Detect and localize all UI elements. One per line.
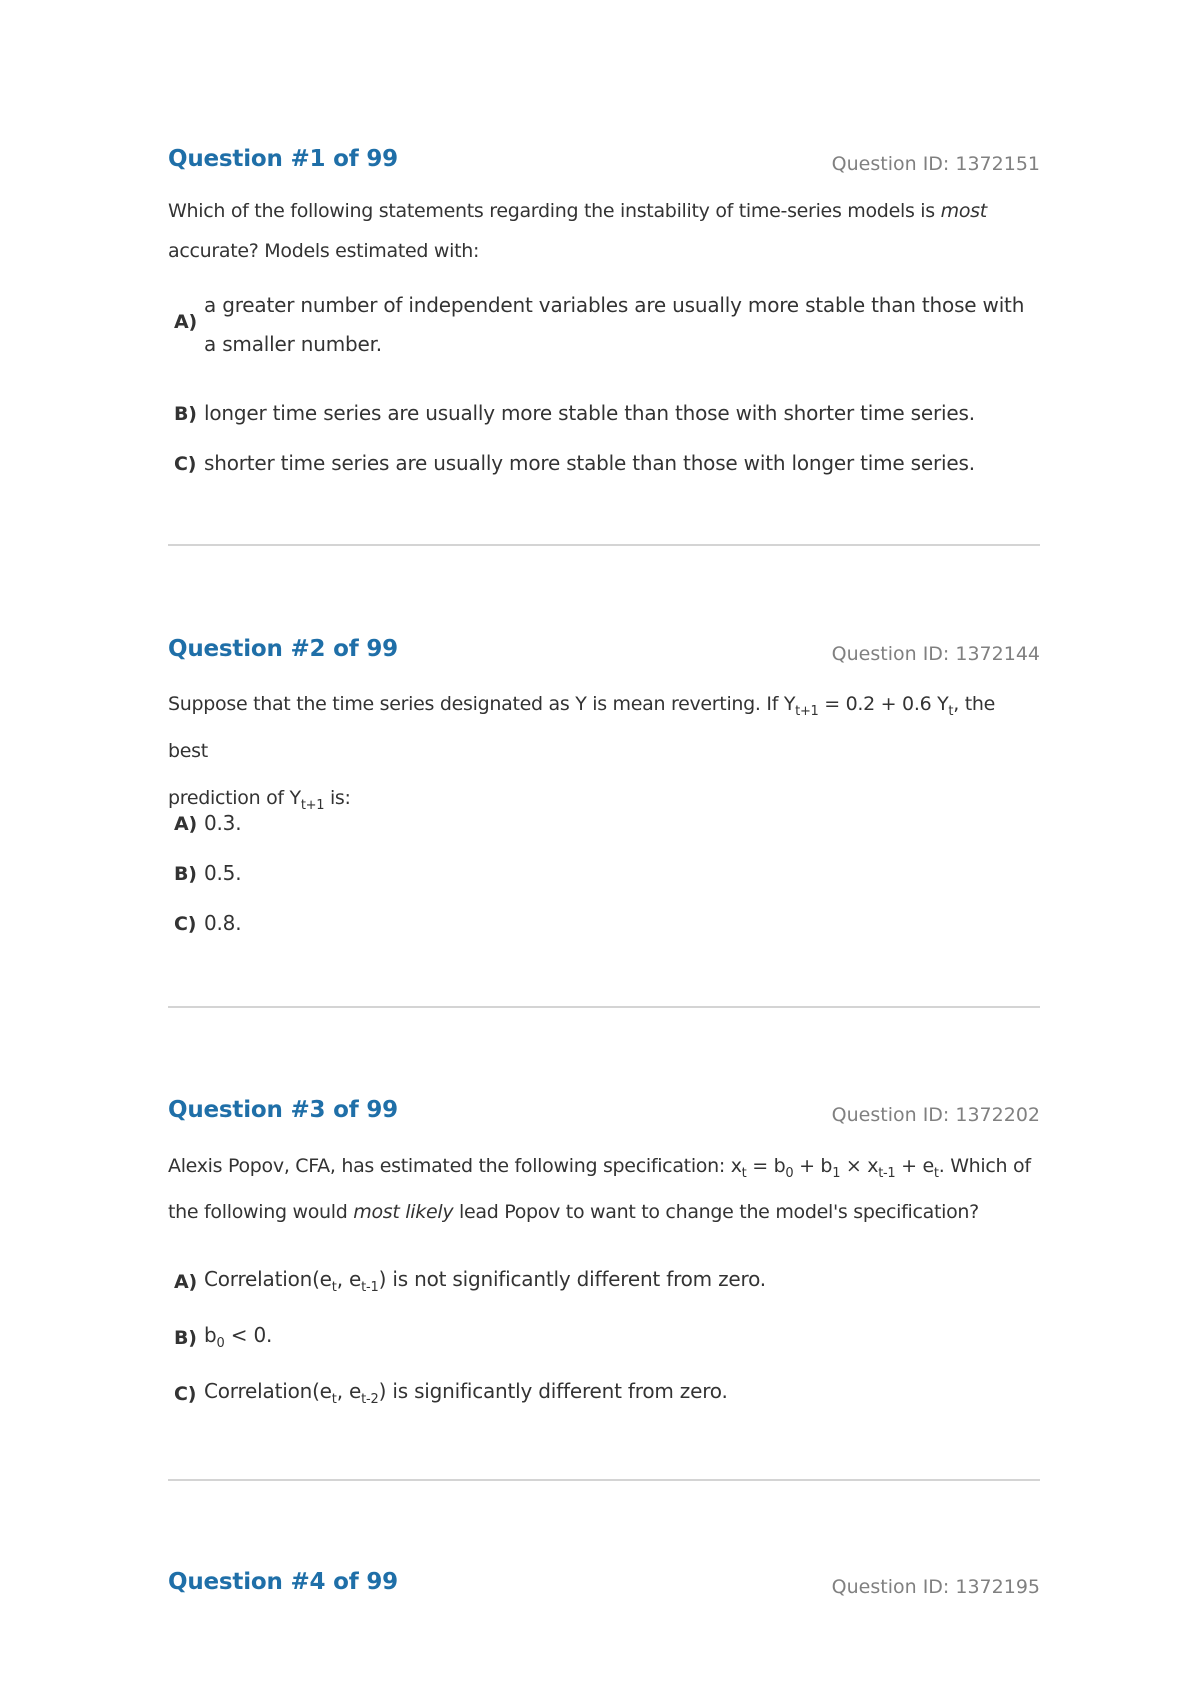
option-text: $Correlation(e_t$, $e_{t-2}$) is significantly different from zero. [204, 1379, 728, 1407]
option-text: 0.5. [204, 861, 242, 885]
option-text: shorter time series are usually more stable than those with longer time series. [204, 451, 975, 475]
answer-option-c[interactable] [174, 451, 1040, 481]
option-letter: A) [174, 813, 197, 835]
question-stem: Suppose that the time series designated as Y is mean reverting. If $Y_{t+1} = 0.2 + 0.6$ $Y_t$, the best prediction of $Y_{t+1}$ is: [168, 693, 995, 813]
option-text: $Correlation(e_t$, $e_{t-1}$) is not significantly different from zero. [204, 1267, 766, 1295]
question-title: Question #2 of 99 [168, 636, 398, 662]
answer-option-a[interactable] [174, 1267, 1040, 1299]
question-4 [168, 1569, 1040, 1609]
question-header [168, 1569, 1040, 1609]
question-id: Question ID: 1372151 [831, 153, 1040, 175]
option-letter: A) [174, 311, 197, 333]
answer-option-a[interactable] [174, 286, 1040, 364]
question-header [168, 636, 1040, 676]
question-id: Question ID: 1372144 [831, 643, 1040, 665]
question-id: Question ID: 1372202 [831, 1104, 1040, 1126]
option-letter: C) [174, 453, 197, 475]
question-3 [168, 1097, 1040, 1407]
answer-option-b[interactable] [174, 861, 1040, 891]
option-letter: C) [174, 913, 197, 935]
answer-option-b[interactable] [174, 401, 1040, 431]
question-header [168, 146, 1040, 186]
answer-option-b[interactable] [174, 1323, 1040, 1355]
answer-option-c[interactable] [174, 1379, 1040, 1411]
question-id: Question ID: 1372195 [831, 1576, 1040, 1598]
option-letter: A) [174, 1271, 197, 1293]
question-divider [168, 1479, 1040, 1481]
question-title: Question #1 of 99 [168, 146, 398, 172]
option-letter: B) [174, 1327, 197, 1349]
option-letter: B) [174, 863, 197, 885]
option-text: 0.8. [204, 911, 242, 935]
answer-option-c[interactable] [174, 911, 1040, 941]
option-text: a greater number of independent variables are usually more stable than those with a smaller number. [204, 293, 1025, 356]
question-2 [168, 636, 1040, 935]
option-text: $b_0 < 0$. [204, 1323, 273, 1351]
question-divider [168, 544, 1040, 546]
question-divider [168, 1006, 1040, 1008]
question-stem: Which of the following statements regarding the instability of time-series models is most accurate? Models estimated with: [168, 200, 987, 262]
answer-option-a[interactable] [174, 811, 1040, 841]
question-title: Question #3 of 99 [168, 1097, 398, 1123]
question-stem: Alexis Popov, CFA, has estimated the following specification: $x_t = b_0 + b_1 \times x_{t-1} + e_t$. Which of the following would most likely lead Popov to want to change the model's specification? [168, 1155, 1031, 1223]
question-1 [168, 146, 1040, 475]
option-letter: B) [174, 403, 197, 425]
question-header [168, 1097, 1040, 1137]
option-letter: C) [174, 1383, 197, 1405]
option-text: longer time series are usually more stable than those with shorter time series. [204, 401, 975, 425]
option-text: 0.3. [204, 811, 242, 835]
question-title: Question #4 of 99 [168, 1569, 398, 1595]
